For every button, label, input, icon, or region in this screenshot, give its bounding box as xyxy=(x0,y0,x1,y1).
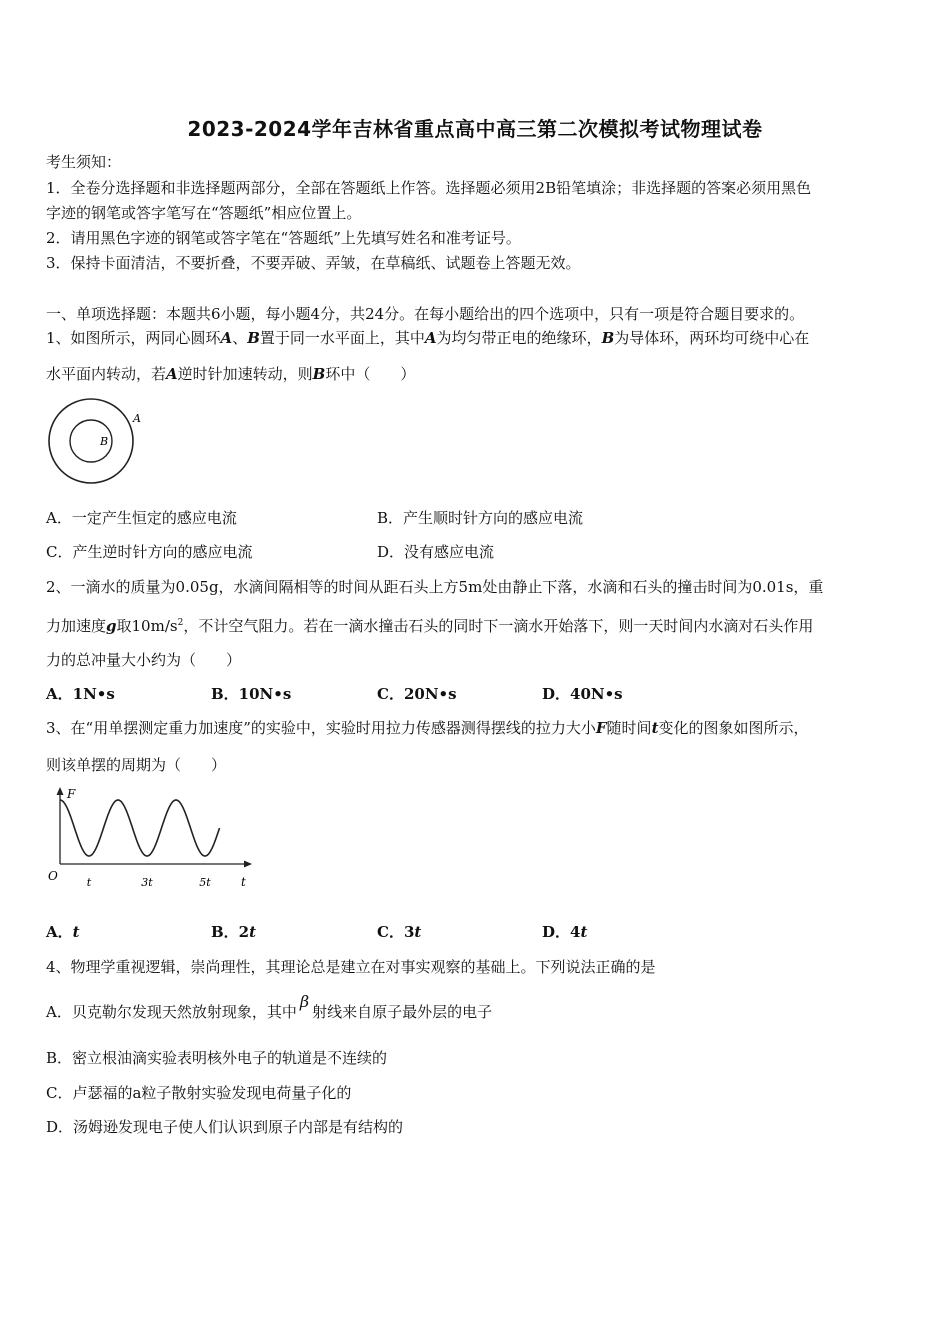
q2-text: ，不计空气阻力。若在一滴水撞击石头的同时下一滴水开始落下，则一天时间内水滴对石头作用 xyxy=(183,617,814,635)
q4-line-1: 4、物理学重视逻辑，崇尚理性，其理论总是建立在对事实观察的基础上。下列说法正确的是 xyxy=(46,958,656,976)
q1-var-b: B xyxy=(247,329,260,347)
concentric-rings-figure xyxy=(44,396,154,486)
q1-var-b: B xyxy=(601,329,615,347)
q3-option-var: t xyxy=(580,923,588,941)
q3-option-b[interactable] xyxy=(211,922,256,942)
q4-option-a-text: A．贝克勒尔发现天然放射现象，其中 xyxy=(46,1003,297,1021)
q2-line-3: 力的总冲量大小约为（ ） xyxy=(46,651,242,669)
y-axis-arrow xyxy=(57,787,64,795)
q3-text: 3、在“用单摆测定重力加速度”的实验中，实验时用拉力传感器测得摆线的拉力大小 xyxy=(46,719,596,737)
q3-text: 随时间 xyxy=(606,719,652,737)
notice-item-3: 3．保持卡面清洁，不要折叠，不要弄破、弄皱，在草稿纸、试题卷上答题无效。 xyxy=(46,254,581,272)
q3-line-1 xyxy=(46,718,809,738)
q3-option-c[interactable] xyxy=(377,922,421,942)
notice-item-1: 1．全卷分选择题和非选择题两部分，全部在答题纸上作答。选择题必须用2B铅笔填涂；非选择题的答案必须用黑色 xyxy=(46,179,812,197)
origin-label: O xyxy=(48,869,58,883)
q3-var-f: F xyxy=(595,719,607,737)
beta-symbol: β xyxy=(299,992,310,1011)
x-axis-arrow xyxy=(244,861,252,868)
q3-option-label: C．3 xyxy=(377,923,415,941)
q1-text: 环中（ ） xyxy=(325,365,416,383)
notice-item-1-cont: 字迹的钢笔或答字笔写在“答题纸”相应位置上。 xyxy=(46,204,362,222)
ring-a-label: A xyxy=(133,412,141,425)
q3-option-label: D．4 xyxy=(542,923,581,941)
q3-option-var: t xyxy=(414,923,422,941)
q3-option-a[interactable] xyxy=(46,922,80,942)
q2-option-a[interactable]: A．1N•s xyxy=(46,685,115,703)
q2-option-b[interactable]: B．10N•s xyxy=(211,685,292,703)
y-axis-label: F xyxy=(67,787,76,801)
x-axis-label: t xyxy=(241,875,246,889)
q1-var-a: A xyxy=(424,329,437,347)
q3-text: 变化的图象如图所示， xyxy=(658,719,809,737)
q1-option-d[interactable]: D．没有感应电流 xyxy=(377,543,495,561)
q3-option-d[interactable] xyxy=(542,922,587,942)
q1-sep: 、 xyxy=(232,329,248,347)
q4-option-b[interactable]: B．密立根油滴实验表明核外电子的轨道是不连续的 xyxy=(46,1049,388,1067)
q2-line-1: 2、一滴水的质量为0.05g，水滴间隔相等的时间从距石头上方5m处由静止下落，水滴和石头的撞击时间为0.01s，重 xyxy=(46,578,824,596)
q4-option-a-text: 射线来自原子最外层的电子 xyxy=(312,1003,493,1021)
q4-option-a[interactable] xyxy=(46,992,493,1022)
q4-option-c[interactable]: C．卢瑟福的a粒子散射实验发现电荷量子化的 xyxy=(46,1084,352,1102)
q3-option-label: B．2 xyxy=(211,923,250,941)
q2-option-d[interactable]: D．40N•s xyxy=(542,685,623,703)
q3-option-label: A． xyxy=(46,923,73,941)
q2-line-2 xyxy=(46,613,813,636)
q1-text: 逆时针加速转动，则 xyxy=(177,365,313,383)
q2-text: 取10m/s xyxy=(116,617,178,635)
q4-option-d[interactable]: D．汤姆逊发现电子使人们认识到原子内部是有结构的 xyxy=(46,1118,404,1136)
q3-option-var: t xyxy=(72,923,80,941)
q1-text: 水平面内转动，若 xyxy=(46,365,167,383)
tick-label-3t: 3t xyxy=(141,876,153,889)
q1-option-c[interactable]: C．产生逆时针方向的感应电流 xyxy=(46,543,253,561)
q3-option-var: t xyxy=(249,923,257,941)
q2-text: 力加速度 xyxy=(46,617,107,635)
q1-text: 1、如图所示，两同心圆环 xyxy=(46,329,221,347)
q1-text: 为导体环，两环均可绕中心在 xyxy=(614,329,810,347)
q1-text: 为均匀带正电的绝缘环， xyxy=(436,329,602,347)
section-heading: 一、单项选择题：本题共6小题，每小题4分，共24分。在每小题给出的四个选项中，只有一项是符合题目要求的。 xyxy=(46,305,805,323)
force-curve xyxy=(60,800,220,856)
exam-title: 2023-2024学年吉林省重点高中高三第二次模拟考试物理试卷 xyxy=(187,117,763,141)
notice-heading: 考生须知： xyxy=(46,153,122,171)
q3-line-2: 则该单摆的周期为（ ） xyxy=(46,756,227,774)
q1-line-1 xyxy=(46,328,809,348)
notice-item-2: 2．请用黑色字迹的钢笔或答字笔在“答题纸”上先填写姓名和准考证号。 xyxy=(46,229,521,247)
ring-b-label: B xyxy=(100,435,109,448)
ring-a xyxy=(49,399,133,483)
tick-label-5t: 5t xyxy=(199,876,211,889)
q1-line-2 xyxy=(46,364,415,384)
force-time-chart xyxy=(40,782,260,894)
q2-var-g: g xyxy=(106,617,117,635)
q1-option-a[interactable]: A．一定产生恒定的感应电流 xyxy=(46,509,237,527)
q1-var-a: A xyxy=(166,365,178,383)
q1-var-a: A xyxy=(220,329,233,347)
q1-text: 置于同一水平面上，其中 xyxy=(259,329,425,347)
q1-option-b[interactable]: B．产生顺时针方向的感应电流 xyxy=(377,509,584,527)
q2-superscript: 2 xyxy=(177,618,184,628)
q2-option-c[interactable]: C．20N•s xyxy=(377,685,457,703)
q3-var-t: t xyxy=(651,719,659,737)
tick-label-t: t xyxy=(86,876,92,889)
q1-var-b: B xyxy=(312,365,326,383)
